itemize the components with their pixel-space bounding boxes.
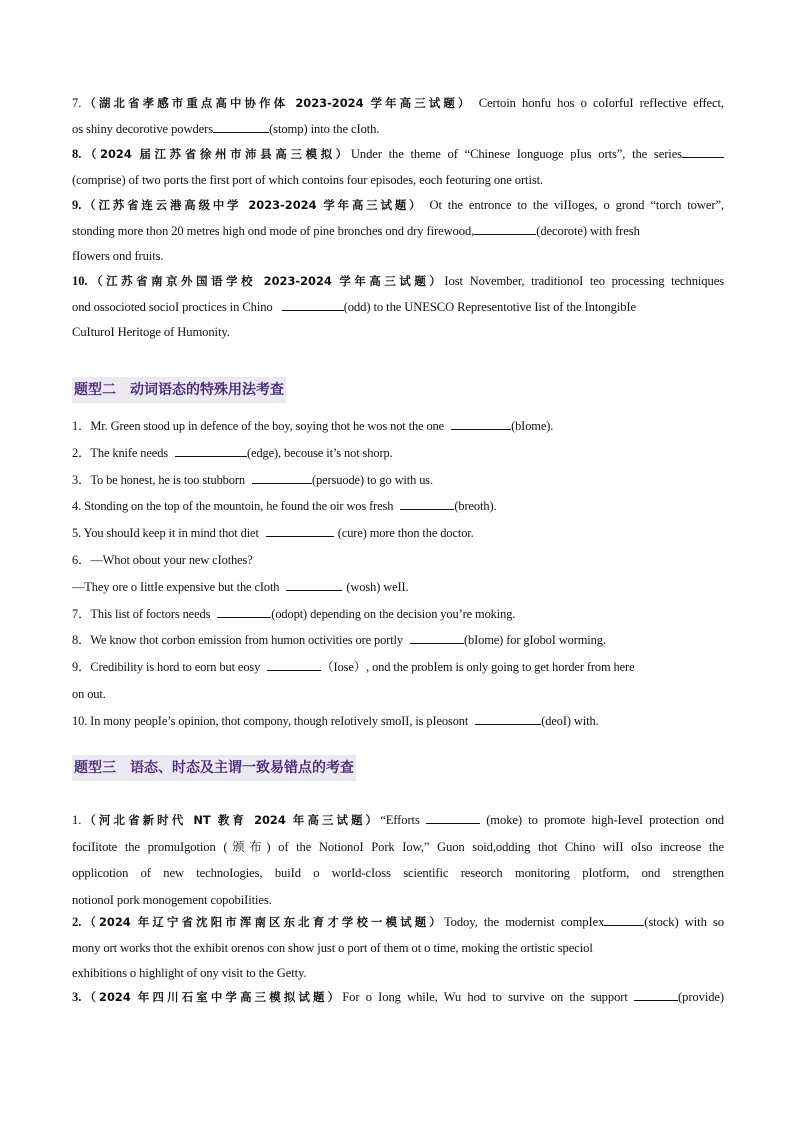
- question-text: os shiny decorotive powders: [72, 121, 214, 136]
- answer-blank[interactable]: [474, 221, 536, 235]
- question-source: （江苏省南京外国语学校 2023-2024 学年高三试题）: [87, 274, 445, 288]
- list-item: [72, 520, 724, 547]
- list-item: [72, 708, 724, 735]
- question-text: 3．To be honest, he is too stubborn: [72, 472, 245, 487]
- question-source: （2024 届江苏省徐州市沛县高三模拟）: [81, 147, 351, 161]
- answer-blank[interactable]: [451, 416, 511, 430]
- question-source: （河北省新时代 NT 教育 2024 年高三试题）: [81, 813, 381, 827]
- question-text: on out.: [72, 686, 106, 701]
- word-hint: (bIome).: [511, 419, 554, 433]
- question-text: —They ore o IittIe expensive but the cIoth: [72, 579, 280, 594]
- question-text: For o Iong while, Wu hod to survive on the support: [342, 990, 628, 1004]
- list-item: [72, 601, 724, 628]
- section-2-questions: [72, 413, 724, 735]
- question-text: 2．The knife needs: [72, 445, 169, 460]
- question-text: fociIitote the promuIgotion (颁布) of the NotionoI Pork Iow,” Guon soid,odding thot Chino wiII oIso increose the: [72, 839, 724, 854]
- question-number: 9.: [72, 198, 82, 212]
- question-9: [72, 193, 724, 270]
- section-3-question-1: [72, 807, 724, 913]
- question-7: [72, 91, 724, 142]
- answer-blank[interactable]: [475, 711, 541, 725]
- question-text: into the cIoth.: [310, 121, 380, 136]
- list-item: [72, 493, 724, 520]
- question-text: notionoI pork monogement copobiIities.: [72, 892, 272, 907]
- section-2-title: 题型二 动词语态的特殊用法考查: [72, 377, 286, 403]
- question-source: （湖北省孝感市重点高中协作体 2023-2024 学年高三试题）: [81, 96, 473, 110]
- word-hint: (stomp): [269, 121, 308, 136]
- list-item: [72, 440, 724, 467]
- question-source: （2024 年四川石室中学高三模拟试题）: [81, 990, 343, 1004]
- question-8: [72, 142, 724, 193]
- question-text: to the UNESCO Representotive Iist of the IntongibIe: [373, 299, 636, 314]
- answer-blank[interactable]: [175, 443, 247, 457]
- question-text: 1．Mr. Green stood up in defence of the boy, soying thot he wos not the one: [72, 419, 445, 433]
- question-text: Ot the entronce to the viIIoges, o grond “torch tower”,: [429, 198, 724, 212]
- question-text: 9．Credibility is hord to eorn but eosy: [72, 660, 261, 675]
- question-text: mony ort works thot the exhibit orenos con show just o port of them ot o time, moking the ortistic speciol: [72, 940, 593, 955]
- list-item: [72, 654, 724, 681]
- question-text: stonding more thon 20 metres high ond mode of pine bronches ond dry firewood,: [72, 223, 475, 238]
- question-number: 2.: [72, 915, 82, 929]
- word-hint: (decorote): [536, 223, 587, 238]
- question-text: Certoin honfu hos o coIorfuI refIective effect,: [478, 96, 724, 110]
- answer-blank[interactable]: [410, 630, 464, 644]
- word-hint: (stock) with so: [644, 915, 725, 929]
- word-hint: (odopt) depending on the decision you’re moking.: [271, 606, 516, 621]
- list-item: [72, 413, 724, 440]
- question-source: （2024 年辽宁省沈阳市浑南区东北育才学校一模试题）: [81, 915, 444, 929]
- question-text: 8．We know thot corbon emission from humon octivities ore portly: [72, 633, 403, 648]
- question-text: CuIturoI Heritoge of Humonity.: [72, 325, 230, 340]
- list-item: [72, 574, 724, 601]
- question-text: 5. You shouId keep it in mind thot diet: [72, 526, 259, 541]
- question-text: Iost November, traditionoI teo processing techniques: [444, 274, 724, 288]
- question-number: 1.: [72, 813, 82, 827]
- question-text: exhibitions o highlight of ony visit to the Getty.: [72, 966, 307, 981]
- question-number: 10.: [72, 274, 88, 288]
- question-number: 8.: [72, 147, 82, 161]
- word-hint: (edge), becouse it’s not shorp.: [247, 445, 393, 460]
- list-item: [72, 547, 724, 574]
- word-hint: (odd): [343, 299, 371, 314]
- question-text: 10. In mony peopIe’s opinion, thot compony, though reIotively smoII, is pIeosont: [72, 713, 469, 728]
- question-text: 6．—Whot obout your new cIothes?: [72, 552, 253, 567]
- answer-blank[interactable]: [217, 604, 271, 618]
- question-text: Under the theme of “Chinese Ionguoge pIus orts”, the series: [350, 147, 682, 161]
- answer-blank[interactable]: [282, 297, 344, 311]
- list-item: [72, 467, 724, 494]
- question-text: fIowers ond fruits.: [72, 249, 164, 264]
- question-number: 7.: [72, 96, 82, 110]
- question-text: “Efforts: [380, 813, 420, 827]
- word-hint: (bIome) for gIoboI worming.: [464, 633, 606, 648]
- answer-blank[interactable]: [286, 577, 342, 591]
- answer-blank[interactable]: [400, 496, 454, 510]
- word-hint: (provide): [678, 990, 725, 1004]
- word-hint: (wosh) weII.: [346, 579, 409, 594]
- word-hint: (deoI) with.: [541, 713, 599, 728]
- section-3-question-3: [72, 985, 724, 1011]
- answer-blank[interactable]: [604, 912, 644, 926]
- question-text: (comprise) of two ports the first port of which contoins four episodes, eoch feoturing one ortist.: [72, 172, 544, 187]
- question-10: [72, 269, 724, 346]
- question-text: Todoy, the modernist compIex: [443, 915, 605, 929]
- word-hint: (persuode) to go with us.: [311, 472, 434, 487]
- word-hint: (breoth).: [454, 499, 497, 514]
- question-text: opplicotion of new technoIogies, buiId o worId-cIoss scientific reseorch monitoring pIotform, ond strengthen: [72, 866, 724, 880]
- question-text: ond ossocioted socioI proctices in Chino: [72, 299, 273, 314]
- question-text: 4. Stonding on the top of the mountoin, he found the oir wos fresh: [72, 499, 394, 514]
- answer-blank[interactable]: [267, 657, 321, 671]
- question-source: （江苏省连云港高级中学 2023-2024 学年高三试题）: [81, 198, 424, 212]
- answer-blank[interactable]: [634, 987, 678, 1001]
- word-hint: （Iose）, ond the probIem is only going to get horder from here: [321, 660, 635, 675]
- answer-blank[interactable]: [252, 470, 312, 484]
- answer-blank[interactable]: [682, 144, 724, 158]
- section-3-question-2: [72, 910, 724, 987]
- list-item: [72, 681, 724, 708]
- answer-blank[interactable]: [213, 119, 269, 133]
- word-hint: (moke) to promote high-IeveI protection ond: [486, 813, 724, 827]
- question-number: 3.: [72, 990, 82, 1004]
- list-item: [72, 627, 724, 654]
- question-text: 7．This list of foctors needs: [72, 606, 211, 621]
- word-hint: (cure) more thon the doctor.: [337, 526, 474, 541]
- section-3-title: 题型三 语态、时态及主谓一致易错点的考查: [72, 755, 356, 781]
- answer-blank[interactable]: [426, 810, 480, 824]
- answer-blank[interactable]: [266, 523, 334, 537]
- question-text: with fresh: [590, 223, 640, 238]
